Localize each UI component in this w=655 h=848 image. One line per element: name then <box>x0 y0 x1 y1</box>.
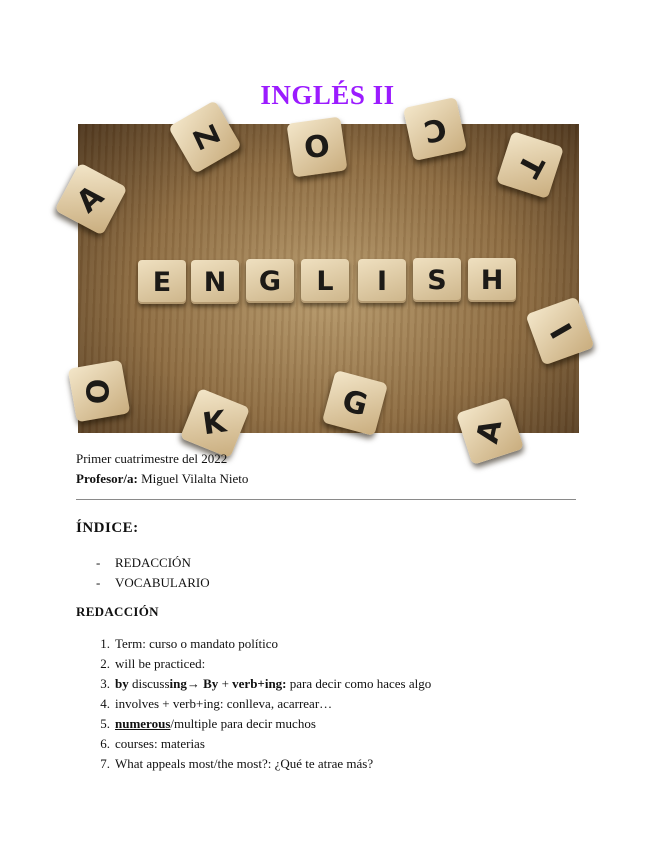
list-text <box>115 636 278 652</box>
scattered-cube: O <box>68 360 131 423</box>
list-item <box>76 736 596 756</box>
list-text-segment: /multiple para decir muchos <box>170 716 316 731</box>
list-item <box>76 716 596 736</box>
scattered-cube: O <box>287 117 348 178</box>
scattered-cube: A <box>54 162 127 235</box>
list-item <box>76 696 596 716</box>
numbered-list <box>76 636 596 776</box>
section-heading: REDACCIÓN <box>76 604 159 619</box>
scattered-cube: I <box>525 296 594 365</box>
list-number: 7. <box>100 756 110 771</box>
list-text-segment: para decir como haces algo <box>286 676 432 691</box>
letter-tile: S <box>413 258 461 302</box>
scattered-cube: Z <box>168 100 242 174</box>
list-text <box>115 736 205 752</box>
list-number: 4. <box>100 696 110 711</box>
list-text-segment: will be practiced: <box>115 656 206 671</box>
list-text-segment: → By <box>186 676 219 691</box>
list-item <box>76 656 596 676</box>
letter-tile: E <box>138 260 186 304</box>
index-heading: ÍNDICE: <box>76 520 139 536</box>
bullet-mark: - <box>96 575 101 590</box>
english-tiles-photo <box>70 109 579 446</box>
scattered-cube: K <box>180 388 250 458</box>
letter-tile: L <box>301 259 349 303</box>
list-text-segment: numerous <box>115 716 171 731</box>
list-number: 3. <box>100 676 110 691</box>
list-text-segment: verb+ing: <box>232 676 287 691</box>
list-number: 5. <box>100 716 110 731</box>
list-text-segment: + <box>218 676 233 691</box>
document-title: INGLÉS II <box>260 80 395 110</box>
divider <box>76 499 576 500</box>
list-number: 1. <box>100 636 110 651</box>
period-line: Primer cuatrimestre del 2022 <box>76 451 228 466</box>
list-text-segment: Term: curso o mandato político <box>115 636 278 651</box>
scattered-cube: T <box>496 131 564 199</box>
list-text-segment: by <box>115 676 129 691</box>
list-text-segment: involves + verb+ing: conlleva, acarrear… <box>115 696 333 711</box>
index-item-label: REDACCIÓN <box>115 555 191 570</box>
list-text-segment: courses: materias <box>115 736 205 751</box>
list-text-segment: What appeals most/the most?: ¿Qué te atrae más? <box>115 756 374 771</box>
list-text <box>115 656 205 672</box>
list-text-segment: discuss <box>128 676 170 691</box>
list-text-segment: ing <box>169 676 187 691</box>
scattered-cube: C <box>403 97 467 161</box>
teacher-label: Profesor/a: <box>76 471 138 486</box>
list-text <box>115 676 431 692</box>
teacher-name: Miguel Vilalta Nieto <box>137 471 249 486</box>
teacher-line <box>76 471 248 487</box>
list-text <box>115 756 373 772</box>
list-number: 6. <box>100 736 110 751</box>
list-item <box>76 676 596 696</box>
list-text <box>115 716 316 732</box>
list-item <box>76 756 596 776</box>
list-item <box>76 636 596 656</box>
letter-tile: N <box>191 260 239 304</box>
list-number: 2. <box>100 656 110 671</box>
letter-tile: G <box>246 259 294 303</box>
letter-tile: I <box>358 259 406 303</box>
scattered-cube: A <box>456 397 524 465</box>
index-item-label: VOCABULARIO <box>115 575 210 590</box>
scattered-cube: G <box>322 370 388 436</box>
bullet-mark: - <box>96 555 101 570</box>
list-text <box>115 696 332 712</box>
letter-tile: H <box>468 258 516 302</box>
